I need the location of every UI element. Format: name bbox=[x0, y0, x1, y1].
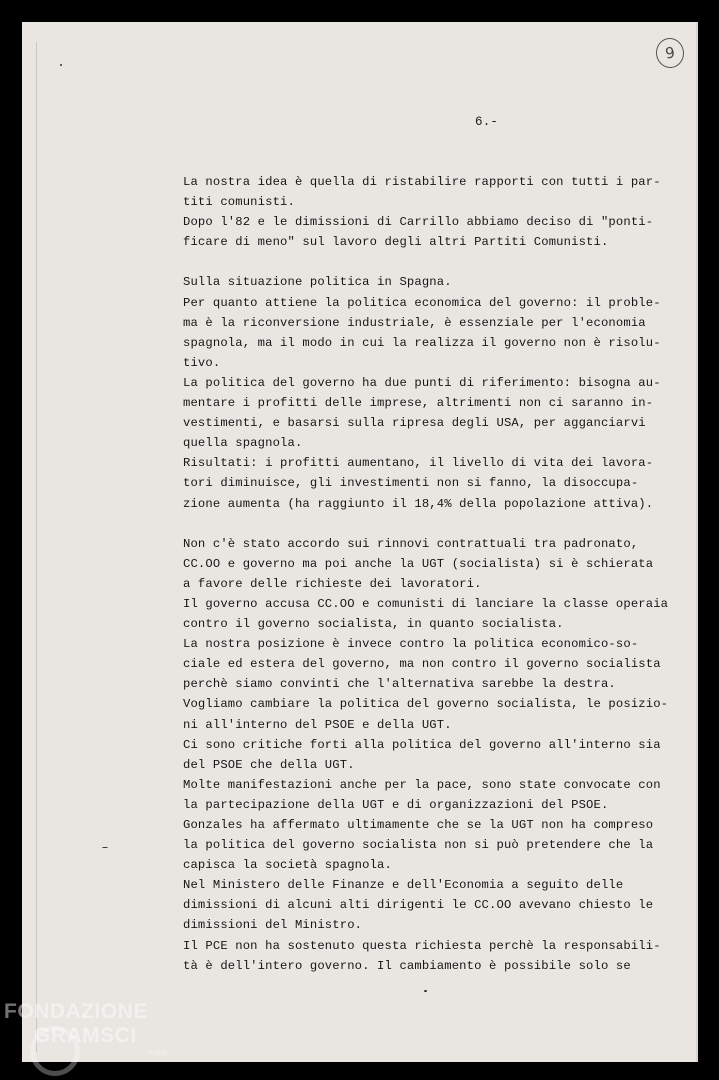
document-page bbox=[22, 22, 698, 1062]
text-line: La nostra posizione è invece contro la politica economico-so- bbox=[183, 637, 639, 652]
text-line: CC.OO e governo ma poi anche la UGT (socialista) si è schierata bbox=[183, 556, 654, 571]
text-line: Il governo accusa CC.OO e comunisti di lanciare la classe operaia bbox=[183, 596, 669, 611]
page-number: 6.- bbox=[475, 115, 499, 129]
text-line: mentare i profitti delle imprese, altrimenti non ci saranno in- bbox=[183, 396, 654, 411]
text-line: perchè siamo convinti che l'alternativa sarebbe la destra. bbox=[183, 677, 616, 692]
text-line: Vogliamo cambiare la politica del governo socialista, le posizio- bbox=[183, 697, 669, 712]
text-line: Il PCE non ha sostenuto questa richiesta perchè la responsabili- bbox=[183, 938, 661, 953]
blank-line bbox=[183, 252, 623, 272]
text-line: Molte manifestazioni anche per la pace, sono state convocate con bbox=[183, 777, 661, 792]
archive-page-mark: 9 bbox=[654, 36, 686, 70]
text-line: tà è dell'intero governo. Il cambiamento è possibile solo se bbox=[183, 958, 631, 973]
page-edge bbox=[696, 22, 698, 1062]
page-fold-line bbox=[36, 42, 37, 1052]
text-line: ni all'interno del PSOE e della UGT. bbox=[183, 717, 452, 732]
text-line: Dopo l'82 e le dimissioni di Carrillo abbiamo deciso di "ponti- bbox=[183, 215, 654, 230]
text-line: La politica del governo ha due punti di riferimento: bisogna au- bbox=[183, 375, 661, 390]
text-line: la politica del governo socialista non si può pretendere che la bbox=[183, 838, 654, 853]
text-line: tivo. bbox=[183, 355, 221, 370]
text-line: tori diminuisce, gli investimenti non si fanno, la disoccupa- bbox=[183, 476, 639, 491]
text-line: la partecipazione della UGT e di organizzazioni del PSOE. bbox=[183, 797, 609, 812]
text-line: La nostra idea è quella di ristabilire rapporti con tutti i par- bbox=[183, 175, 661, 189]
document-body-text bbox=[183, 172, 669, 976]
watermark-logo-ring bbox=[30, 1026, 80, 1076]
text-line: Risultati: i profitti aumentano, il livello di vita dei lavora- bbox=[183, 456, 654, 471]
paper-speck bbox=[102, 847, 108, 848]
archive-watermark bbox=[4, 1000, 168, 1057]
text-line: a favore delle richieste dei lavoratori. bbox=[183, 576, 482, 591]
watermark-line-2: GRAMSCI bbox=[34, 1024, 137, 1047]
paper-speck bbox=[424, 990, 427, 992]
paper-speck bbox=[60, 64, 62, 66]
watermark-line-1: FONDAZIONE bbox=[4, 1000, 148, 1023]
text-line: zione aumenta (ha raggiunto il 18,4% della popolazione attiva). bbox=[183, 496, 654, 511]
text-line: Sulla situazione politica in Spagna. bbox=[183, 275, 452, 290]
text-line: Nel Ministero delle Finanze e dell'Economia a seguito delle bbox=[183, 878, 624, 893]
text-line: Non c'è stato accordo sui rinnovi contrattuali tra padronato, bbox=[183, 536, 639, 551]
text-line: ma è la riconversione industriale, è essenziale per l'economia bbox=[183, 315, 646, 330]
text-line: dimissioni del Ministro. bbox=[183, 918, 363, 933]
watermark-suffix: onlus bbox=[148, 1048, 168, 1057]
text-line: quella spagnola. bbox=[183, 436, 303, 451]
text-line: capisca la società spagnola. bbox=[183, 858, 392, 873]
text-line: Per quanto attiene la politica economica del governo: il proble- bbox=[183, 295, 661, 310]
text-line: ciale ed estera del governo, ma non contro il governo socialista bbox=[183, 657, 661, 672]
text-line: titi comunisti. bbox=[183, 195, 295, 210]
text-line: del PSOE che della UGT. bbox=[183, 757, 355, 772]
text-line: spagnola, ma il modo in cui la realizza il governo non è risolu- bbox=[183, 335, 661, 350]
text-line: Ci sono critiche forti alla politica del governo all'interno sia bbox=[183, 737, 661, 752]
text-line: ficare di meno" sul lavoro degli altri Partiti Comunisti. bbox=[183, 235, 609, 250]
text-line: Gonzales ha affermato ultimamente che se la UGT non ha compreso bbox=[183, 818, 654, 832]
text-line: dimissioni di alcuni alti dirigenti le CC.OO avevano chiesto le bbox=[183, 898, 654, 913]
text-line: vestimenti, e basarsi sulla ripresa degli USA, per agganciarvi bbox=[183, 416, 646, 431]
text-line: contro il governo socialista, in quanto socialista. bbox=[183, 617, 564, 632]
blank-line bbox=[183, 514, 623, 534]
